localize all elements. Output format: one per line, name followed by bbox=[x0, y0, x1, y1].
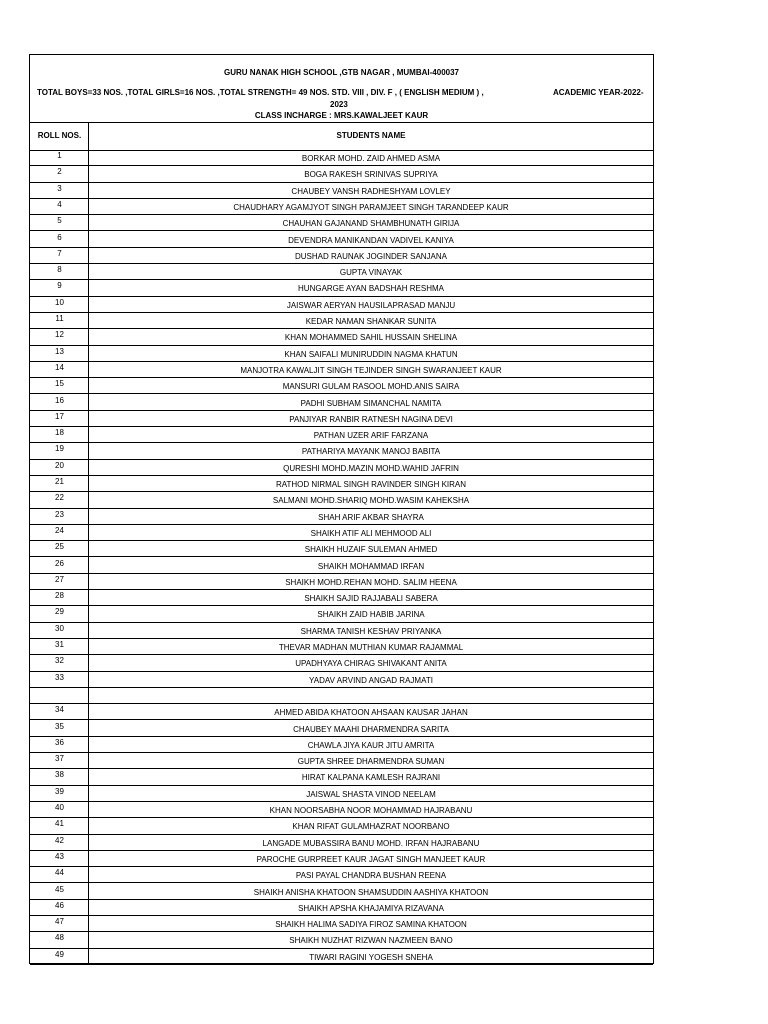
school-title: GURU NANAK HIGH SCHOOL ,GTB NAGAR , MUMBAI-400037 bbox=[224, 68, 459, 77]
student-name-cell: CHAWLA JIYA KAUR JITU AMRITA bbox=[307, 740, 435, 750]
roll-number-cell: 34 bbox=[55, 705, 64, 715]
academic-year-end: 2023 bbox=[330, 100, 348, 109]
table-row bbox=[30, 867, 653, 883]
roll-number-cell: 13 bbox=[55, 346, 64, 356]
roll-number-cell: 39 bbox=[55, 786, 64, 796]
student-name-cell: SHAIKH HALIMA SADIYA FIROZ SAMINA KHATOON bbox=[275, 920, 467, 930]
roll-number-cell: 27 bbox=[55, 574, 64, 584]
student-name-cell: PATHAN UZER ARIF FARZANA bbox=[313, 431, 429, 441]
table-row bbox=[30, 672, 653, 688]
student-name-cell: DUSHAD RAUNAK JOGINDER SANJANA bbox=[294, 251, 448, 261]
table-row bbox=[30, 150, 653, 166]
table-row bbox=[30, 427, 653, 443]
roll-number-cell: 31 bbox=[55, 640, 64, 649]
student-name-cell: CHAUHAN GAJANAND SHAMBHUNATH GIRIJA bbox=[282, 219, 460, 229]
student-name-cell: SHARMA TANISH KESHAV PRIYANKA bbox=[300, 626, 442, 636]
table-row bbox=[30, 623, 653, 639]
student-name-cell: SHAIKH SAJID RAJJABALI SABERA bbox=[304, 594, 438, 604]
table-row bbox=[30, 297, 653, 313]
student-name-cell: PASI PAYAL CHANDRA BUSHAN REENA bbox=[295, 871, 447, 881]
table-row bbox=[30, 525, 653, 541]
roll-number-cell: 28 bbox=[55, 591, 64, 601]
student-name-cell: SHAIKH APSHA KHAJAMIYA RIZAVANA bbox=[298, 903, 444, 913]
roll-number-cell: 11 bbox=[55, 314, 64, 323]
roll-number-cell: 4 bbox=[57, 199, 62, 209]
roll-number-cell: 7 bbox=[57, 248, 62, 258]
table-row bbox=[30, 818, 653, 834]
table-row bbox=[30, 590, 653, 606]
student-name-cell: UPADHYAYA CHIRAG SHIVAKANT ANITA bbox=[295, 659, 447, 669]
table-row bbox=[30, 558, 653, 574]
roll-number-cell: 26 bbox=[55, 558, 64, 568]
table-row bbox=[30, 248, 653, 264]
table-row bbox=[30, 215, 653, 231]
roll-number-cell: 17 bbox=[55, 411, 64, 421]
roll-number-cell: 19 bbox=[55, 444, 64, 454]
roll-number-cell: 35 bbox=[55, 721, 64, 731]
table-row bbox=[30, 688, 653, 704]
table-row bbox=[30, 199, 653, 215]
roll-number-cell: 33 bbox=[55, 672, 64, 682]
student-name-cell: MANJOTRA KAWALJIT SINGH TEJINDER SINGH SWARANJEET KAUR bbox=[240, 365, 502, 375]
table-row bbox=[30, 476, 653, 492]
roll-number-cell: 21 bbox=[55, 477, 64, 486]
student-name-cell: HUNGARGE AYAN BADSHAH RESHMA bbox=[298, 284, 444, 294]
roll-number-cell: 49 bbox=[55, 949, 64, 959]
roll-number-cell: 37 bbox=[55, 754, 64, 764]
roll-number-cell: 47 bbox=[55, 917, 64, 927]
student-name-cell: LANGADE MUBASSIRA BANU MOHD. IRFAN HAJRABANU bbox=[262, 838, 480, 848]
roll-number-cell: 3 bbox=[57, 183, 62, 193]
roll-number-cell: 42 bbox=[55, 835, 64, 845]
student-name-cell: PANJIYAR RANBIR RATNESH NAGINA DEVI bbox=[289, 414, 453, 424]
roll-number-cell: 24 bbox=[55, 525, 64, 535]
table-row bbox=[30, 280, 653, 296]
roll-number-cell: 12 bbox=[55, 330, 64, 340]
student-name-cell: CHAUBEY MAAHI DHARMENDRA SARITA bbox=[293, 724, 449, 734]
roll-number-cell: 14 bbox=[55, 362, 64, 372]
table-row bbox=[30, 378, 653, 394]
student-name-cell: PADHI SUBHAM SIMANCHAL NAMITA bbox=[300, 398, 442, 408]
roll-number-cell: 41 bbox=[55, 819, 64, 829]
table-row bbox=[30, 313, 653, 329]
table-row bbox=[30, 541, 653, 557]
student-list-sheet bbox=[29, 54, 654, 964]
student-name-cell: PATHARIYA MAYANK MANOJ BABITA bbox=[301, 447, 441, 457]
table-row bbox=[30, 166, 653, 182]
roll-number-cell: 29 bbox=[55, 607, 64, 617]
student-name-cell: KEDAR NAMAN SHANKAR SUNITA bbox=[305, 317, 437, 326]
table-row bbox=[30, 769, 653, 785]
academic-year: ACADEMIC YEAR-2022- bbox=[553, 88, 644, 97]
table-row bbox=[30, 802, 653, 818]
roll-number-cell: 6 bbox=[57, 232, 62, 242]
roll-number-cell: 30 bbox=[55, 623, 64, 633]
student-name-cell: HIRAT KALPANA KAMLESH RAJRANI bbox=[301, 773, 441, 783]
class-incharge: CLASS INCHARGE : MRS.KAWALJEET KAUR bbox=[254, 111, 429, 120]
roll-number-cell: 16 bbox=[55, 395, 64, 405]
roll-number-cell: 22 bbox=[55, 493, 64, 503]
table-row bbox=[30, 443, 653, 459]
roll-number-cell: 1 bbox=[57, 151, 62, 160]
table-row bbox=[30, 737, 653, 753]
roll-number-cell: 23 bbox=[55, 509, 64, 519]
table-row bbox=[30, 753, 653, 769]
student-name-cell: CHAUDHARY AGAMJYOT SINGH PARAMJEET SINGH TARANDEEP KAUR bbox=[233, 202, 509, 212]
table-row bbox=[30, 362, 653, 378]
roll-number-cell: 48 bbox=[55, 933, 64, 943]
student-name-cell: KHAN SAIFALI MUNIRUDDIN NAGMA KHATUN bbox=[284, 349, 458, 359]
roll-number-cell: 40 bbox=[55, 803, 64, 812]
table-row bbox=[30, 851, 653, 867]
table-row bbox=[30, 916, 653, 932]
student-name-cell: SHAIKH NUZHAT RIZWAN NAZMEEN BANO bbox=[289, 936, 453, 946]
roll-number-cell: 25 bbox=[55, 542, 64, 552]
student-name-cell: THEVAR MADHAN MUTHIAN KUMAR RAJAMMAL bbox=[278, 643, 464, 652]
student-name-cell: QURESHI MOHD.MAZIN MOHD.WAHID JAFRIN bbox=[283, 463, 459, 473]
table-row bbox=[30, 704, 653, 720]
table-row bbox=[30, 900, 653, 916]
student-name-cell: JAISWAL SHASTA VINOD NEELAM bbox=[306, 789, 436, 799]
roll-number-cell: 18 bbox=[55, 428, 64, 438]
student-name-cell: GUPTA SHREE DHARMENDRA SUMAN bbox=[297, 757, 445, 767]
roll-number-cell: 36 bbox=[55, 737, 64, 747]
sheet-header bbox=[30, 55, 653, 123]
student-name-cell: TIWARI RAGINI YOGESH SNEHA bbox=[309, 952, 433, 962]
roll-number-cell: 44 bbox=[55, 868, 64, 878]
table-row bbox=[30, 786, 653, 802]
table-row bbox=[30, 884, 653, 900]
table-row bbox=[30, 492, 653, 508]
roll-column-header: ROLL NOS. bbox=[37, 131, 82, 140]
table-row bbox=[30, 183, 653, 199]
roll-number-cell: 46 bbox=[55, 900, 64, 910]
roll-number-cell: 10 bbox=[55, 297, 64, 307]
student-name-cell: SHAH ARIF AKBAR SHAYRA bbox=[318, 512, 424, 522]
table-row bbox=[30, 346, 653, 362]
table-row bbox=[30, 639, 653, 655]
table-row bbox=[30, 329, 653, 345]
table-row bbox=[30, 460, 653, 476]
table-row bbox=[30, 932, 653, 948]
student-name-cell: SHAIKH ANISHA KHATOON SHAMSUDDIN AASHIYA KHATOON bbox=[253, 887, 489, 897]
roll-number-cell: 43 bbox=[55, 851, 64, 861]
roll-number-cell: 38 bbox=[55, 770, 64, 780]
table-row bbox=[30, 835, 653, 851]
table-row bbox=[30, 395, 653, 411]
student-name-cell: PAROCHE GURPREET KAUR JAGAT SINGH MANJEET KAUR bbox=[256, 854, 486, 864]
student-name-cell: YADAV ARVIND ANGAD RAJMATI bbox=[309, 675, 433, 685]
name-column-header: STUDENTS NAME bbox=[336, 131, 406, 140]
table-row bbox=[30, 949, 653, 965]
student-name-cell: AHMED ABIDA KHATOON AHSAAN KAUSAR JAHAN bbox=[274, 708, 468, 718]
student-name-cell: MANSURI GULAM RASOOL MOHD.ANIS SAIRA bbox=[282, 382, 460, 392]
roll-number-cell: 5 bbox=[57, 216, 62, 226]
column-header-row bbox=[30, 122, 653, 151]
student-name-cell: CHAUBEY VANSH RADHESHYAM LOVLEY bbox=[291, 186, 451, 196]
student-name-cell: KHAN RIFAT GULAMHAZRAT NOORBANO bbox=[292, 822, 450, 832]
table-row bbox=[30, 606, 653, 622]
student-name-cell: BOGA RAKESH SRINIVAS SUPRIYA bbox=[304, 170, 438, 180]
student-name-cell: DEVENDRA MANIKANDAN VADIVEL KANIYA bbox=[288, 235, 454, 245]
student-name-cell: SHAIKH ATIF ALI MEHMOOD ALI bbox=[310, 528, 432, 538]
table-row bbox=[30, 574, 653, 590]
student-name-cell: RATHOD NIRMAL SINGH RAVINDER SINGH KIRAN bbox=[275, 480, 467, 489]
student-name-cell: SHAIKH MOHAMMAD IRFAN bbox=[317, 561, 425, 571]
table-row bbox=[30, 232, 653, 248]
table-row bbox=[30, 411, 653, 427]
student-name-cell: SALMANI MOHD.SHARIQ MOHD.WASIM KAHEKSHA bbox=[272, 496, 470, 506]
roll-number-cell: 15 bbox=[55, 379, 64, 389]
roll-number-cell: 2 bbox=[57, 167, 62, 177]
roll-number-cell: 9 bbox=[57, 281, 62, 291]
student-name-cell: SHAIKH MOHD.REHAN MOHD. SALIM HEENA bbox=[285, 577, 457, 587]
roll-number-cell: 8 bbox=[57, 265, 62, 275]
student-name-cell: SHAIKH ZAID HABIB JARINA bbox=[317, 610, 425, 620]
student-name-cell: SHAIKH HUZAIF SULEMAN AHMED bbox=[304, 545, 438, 555]
table-row bbox=[30, 721, 653, 737]
table-row bbox=[30, 655, 653, 671]
roll-number-cell: 20 bbox=[55, 460, 64, 470]
table-row bbox=[30, 264, 653, 280]
student-name-cell: KHAN MOHAMMED SAHIL HUSSAIN SHELINA bbox=[284, 333, 458, 343]
student-name-cell: BORKAR MOHD. ZAID AHMED ASMA bbox=[301, 154, 441, 163]
roll-number-cell: 45 bbox=[55, 884, 64, 894]
student-name-cell: KHAN NOORSABHA NOOR MOHAMMAD HAJRABANU bbox=[269, 806, 473, 815]
class-totals: TOTAL BOYS=33 NOS. ,TOTAL GIRLS=16 NOS. ,TOTAL STRENGTH= 49 NOS. STD. VIII , DIV. F , ( ENGLISH MEDIUM ) , bbox=[37, 88, 484, 97]
table-row bbox=[30, 509, 653, 525]
student-name-cell: JAISWAR AERYAN HAUSILAPRASAD MANJU bbox=[286, 300, 456, 310]
student-name-cell: GUPTA VINAYAK bbox=[339, 268, 403, 278]
roll-number-cell: 32 bbox=[55, 656, 64, 666]
